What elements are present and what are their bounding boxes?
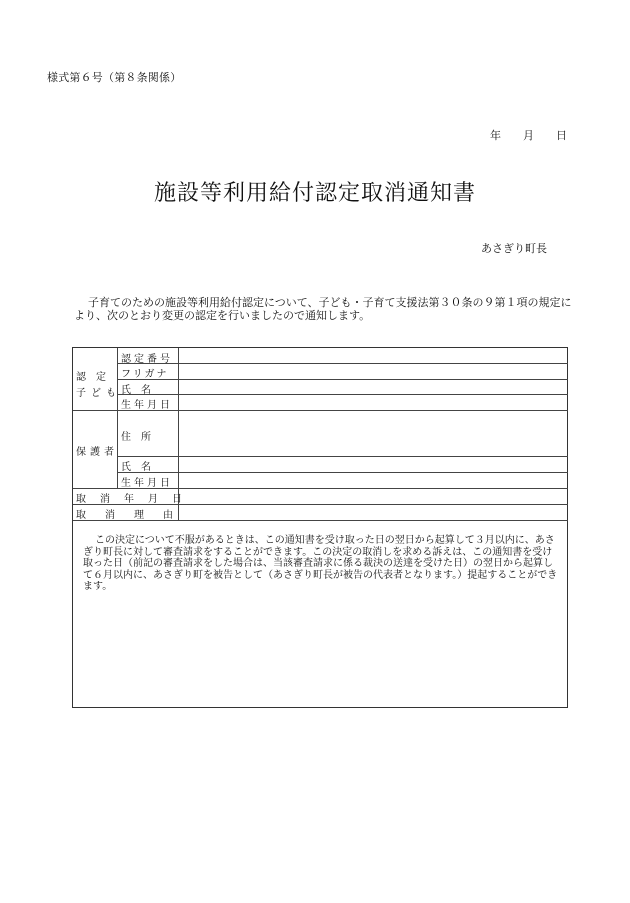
- guardian-birthdate-label: 生年月日: [121, 478, 173, 489]
- cancel-date-label: 取消年月日: [76, 494, 196, 505]
- date-month: 月: [523, 129, 534, 142]
- date-day: 日: [556, 129, 567, 142]
- cancel-reason-label: 取消理由: [76, 510, 192, 521]
- guardian-group-label: 保護者: [76, 447, 118, 458]
- child-group-label: 認 定 子ども: [76, 372, 121, 399]
- document-title: 施設等利用給付認定取消通知書: [153, 181, 476, 206]
- certification-table: [72, 347, 568, 708]
- guardian-address-label: 住 所: [121, 432, 151, 443]
- appeal-notice: この決定について不服があるときは、この通知書を受け取った日の翌日から起算して３月以内に、あさぎり町長に対して審査請求をすることができます。この決定の取消しを求める訴えは、この通知書を受け取った日（前記の審査請求をした場合は、当該審査請求に係る裁決の送達を受けた日）の翌日から起算して６月以内に、あさぎり町を被告として（あさぎり町長が被告の代表者となります。）提起することができます。: [83, 535, 558, 592]
- form-number: 様式第６号（第８条関係）: [47, 71, 182, 84]
- issuer-name: あさぎり町長: [481, 242, 547, 255]
- child-name-label: 氏 名: [121, 385, 151, 396]
- body-text: 子育てのための施設等利用給付認定について、子ども・子育て支援法第３０条の９第１項の規定により、次のとおり変更の認定を行いましたので通知します。: [74, 296, 572, 322]
- child-birthdate-label: 生年月日: [121, 400, 173, 411]
- date-line: [490, 127, 567, 143]
- certification-number-label: 認定番号: [121, 354, 173, 365]
- furigana-label: フリガナ: [121, 369, 169, 380]
- guardian-name-label: 氏 名: [121, 462, 151, 473]
- date-year: 年: [490, 129, 501, 142]
